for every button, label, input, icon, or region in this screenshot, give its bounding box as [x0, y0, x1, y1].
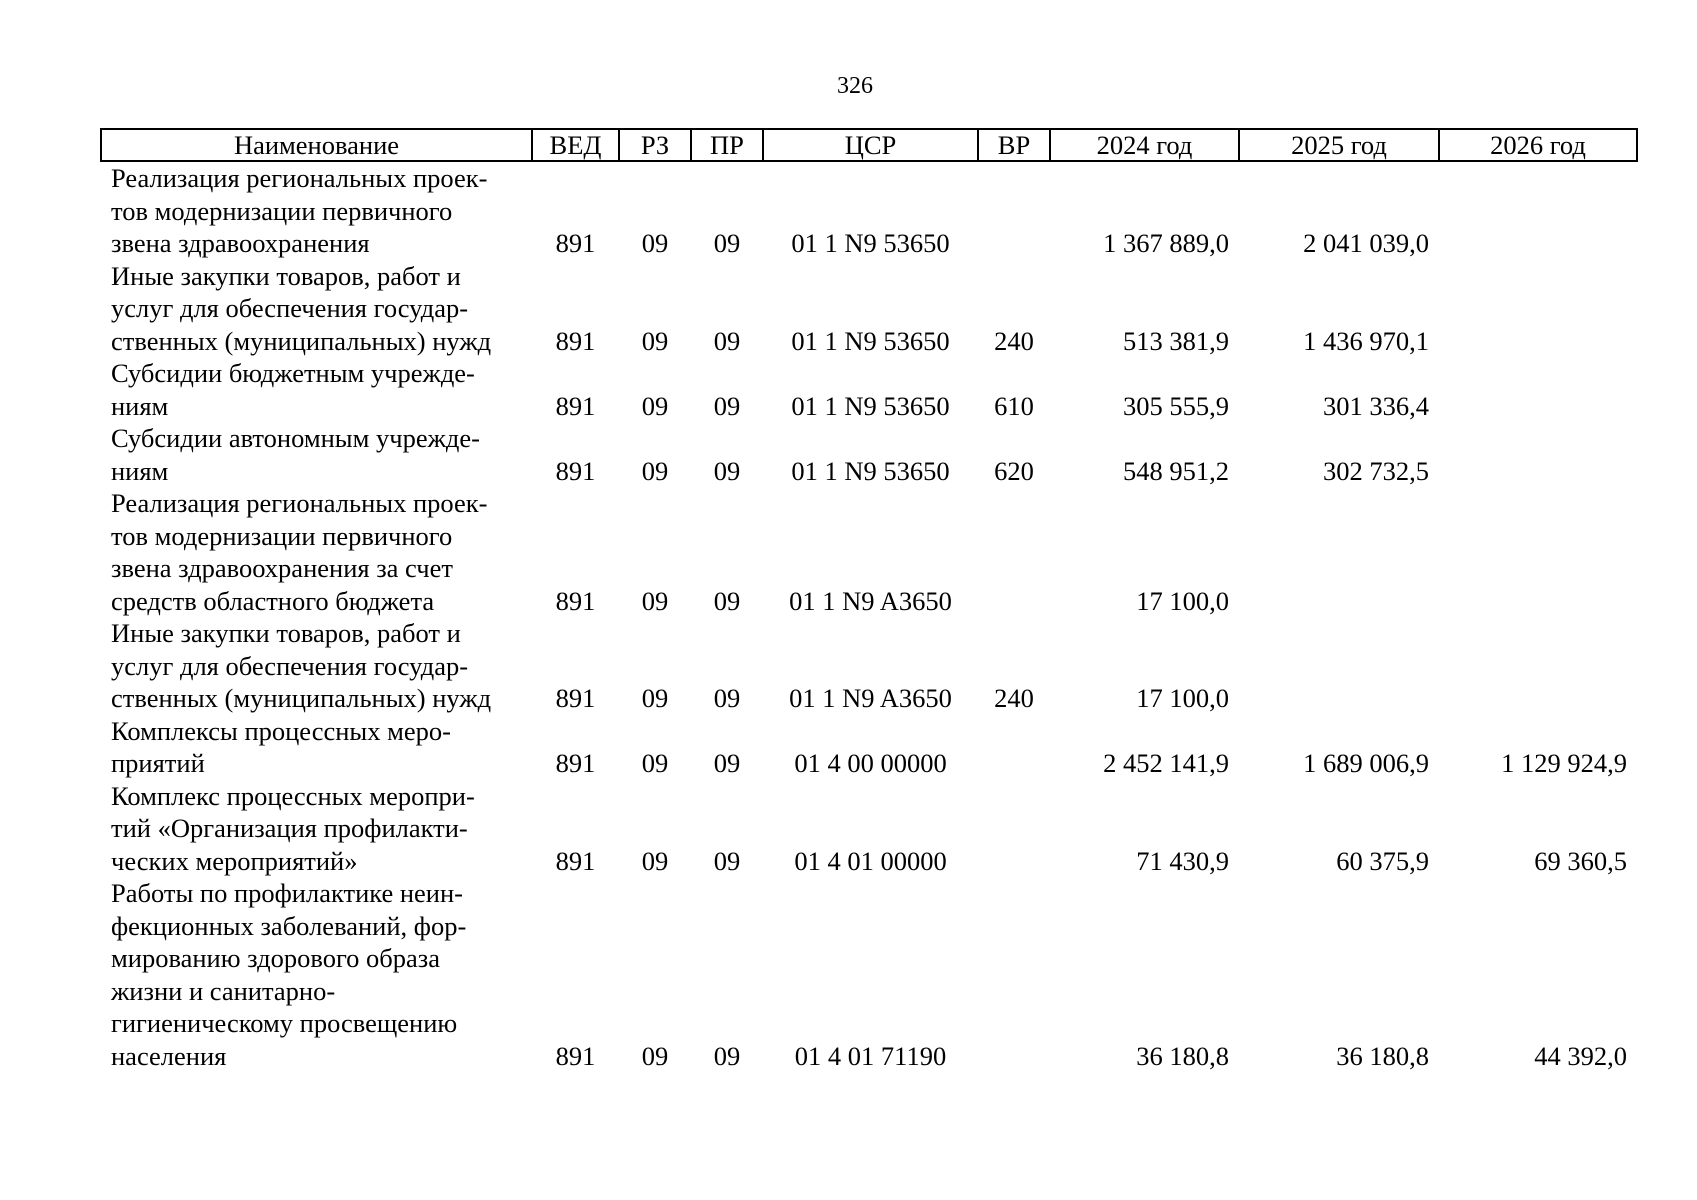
cell-2026 — [1439, 617, 1637, 715]
cell-2026 — [1439, 422, 1637, 487]
cell-rz: 09 — [641, 1040, 669, 1071]
cell-2026 — [1439, 161, 1637, 260]
name-line: тов модернизации первичного — [111, 520, 453, 551]
cell-pr: 09 — [713, 228, 741, 258]
cell-2025: 301 336,4 — [1323, 390, 1429, 421]
cell-vr: 610 — [994, 390, 1034, 421]
table-header-row — [101, 129, 1637, 161]
cell-ved: 891 — [555, 325, 596, 356]
cell-2025: 60 375,9 — [1336, 845, 1429, 876]
cell-pr: 09 — [713, 748, 741, 778]
cell-pr: 09 — [713, 1040, 741, 1071]
cell-name — [101, 877, 532, 1072]
name-line: Работы по профилактике неин- — [111, 878, 463, 908]
table-row — [101, 161, 1637, 260]
cell-pr: 09 — [713, 325, 741, 356]
header-2025: 2025 год — [1239, 129, 1439, 161]
name-line: Субсидии автономным учрежде- — [111, 423, 480, 453]
cell-ved: 891 — [555, 845, 596, 876]
cell-2025 — [1239, 617, 1439, 715]
cell-pr: 09 — [713, 683, 741, 713]
cell-rz: 09 — [641, 585, 669, 616]
name-line: средств областного бюджета — [111, 585, 435, 616]
name-line: ниям — [111, 455, 169, 486]
cell-rz: 09 — [641, 390, 669, 421]
name-line: ственных (муниципальных) нужд — [111, 325, 492, 356]
cell-csr: 01 1 N9 53650 — [791, 390, 950, 421]
cell-2024: 1 367 889,0 — [1103, 228, 1229, 258]
cell-vr — [978, 715, 1050, 780]
budget-table — [100, 128, 1638, 1072]
table-row — [101, 715, 1637, 780]
cell-vr — [978, 161, 1050, 260]
name-line: ниям — [111, 390, 169, 421]
header-pr: ПР — [691, 129, 763, 161]
cell-csr: 01 1 N9 53650 — [791, 228, 950, 258]
cell-name — [101, 617, 532, 715]
cell-name — [101, 422, 532, 487]
cell-vr — [978, 780, 1050, 878]
cell-2024: 36 180,8 — [1136, 1040, 1229, 1071]
cell-pr: 09 — [713, 585, 741, 616]
cell-name — [101, 487, 532, 617]
name-line: жизни и санитарно- — [111, 975, 336, 1006]
cell-pr: 09 — [713, 455, 741, 486]
cell-2026: 1 129 924,9 — [1501, 748, 1627, 778]
name-line: населения — [111, 1040, 227, 1071]
table-row — [101, 617, 1637, 715]
table-body — [101, 161, 1637, 1072]
table-row — [101, 780, 1637, 878]
cell-csr: 01 1 N9 A3650 — [789, 683, 952, 713]
name-line: ственных (муниципальных) нужд — [111, 683, 492, 713]
cell-ved: 891 — [555, 585, 596, 616]
name-line: Комплекс процессных меропри- — [111, 780, 475, 811]
header-csr: ЦСР — [763, 129, 978, 161]
name-line: звена здравоохранения за счет — [111, 553, 453, 583]
header-vr: ВР — [978, 129, 1050, 161]
name-line: Субсидии бюджетным учрежде- — [111, 358, 475, 388]
cell-2026 — [1439, 487, 1637, 617]
cell-2026: 44 392,0 — [1534, 1040, 1627, 1071]
cell-rz: 09 — [641, 683, 669, 713]
header-2026: 2026 год — [1439, 129, 1637, 161]
cell-vr: 240 — [994, 683, 1034, 713]
cell-ved: 891 — [555, 390, 596, 421]
cell-rz: 09 — [641, 325, 669, 356]
name-line: мированию здорового образа — [111, 943, 441, 973]
cell-pr: 09 — [713, 845, 741, 876]
header-name: Наименование — [101, 129, 532, 161]
cell-2024: 17 100,0 — [1136, 683, 1229, 713]
cell-ved: 891 — [555, 228, 596, 258]
cell-vr — [978, 877, 1050, 1072]
cell-name — [101, 161, 532, 260]
name-line: ческих мероприятий» — [111, 845, 358, 876]
cell-csr: 01 4 01 71190 — [794, 1040, 947, 1071]
table-row — [101, 260, 1637, 358]
cell-2024: 71 430,9 — [1136, 845, 1229, 876]
cell-2024: 17 100,0 — [1136, 585, 1229, 616]
cell-name — [101, 357, 532, 422]
cell-ved: 891 — [555, 683, 596, 713]
name-line: услуг для обеспечения государ- — [111, 650, 469, 681]
cell-2024: 2 452 141,9 — [1103, 748, 1229, 778]
cell-2025: 1 436 970,1 — [1303, 325, 1429, 356]
table-row — [101, 422, 1637, 487]
name-line: Комплексы процессных меро- — [111, 715, 451, 746]
table-row — [101, 877, 1637, 1072]
name-line: тов модернизации первичного — [111, 195, 453, 226]
name-line: Реализация региональных проек- — [111, 163, 488, 193]
header-ved: ВЕД — [532, 129, 619, 161]
cell-ved: 891 — [555, 1040, 596, 1071]
cell-2024: 305 555,9 — [1123, 390, 1229, 421]
cell-vr — [978, 487, 1050, 617]
cell-vr: 620 — [994, 455, 1034, 486]
cell-2025: 2 041 039,0 — [1303, 228, 1429, 258]
cell-2026: 69 360,5 — [1534, 845, 1627, 876]
cell-name — [101, 260, 532, 358]
cell-2025 — [1239, 487, 1439, 617]
name-line: гигиеническому просвещению — [111, 1008, 458, 1038]
name-line: Иные закупки товаров, работ и — [111, 618, 461, 648]
cell-ved: 891 — [555, 748, 596, 778]
name-line: тий «Организация профилакти- — [111, 813, 468, 843]
cell-csr: 01 4 01 00000 — [794, 845, 947, 876]
name-line: услуг для обеспечения государ- — [111, 293, 469, 323]
table-row — [101, 487, 1637, 617]
name-line: звена здравоохранения — [111, 228, 370, 258]
cell-csr: 01 4 00 00000 — [794, 748, 947, 778]
cell-2025: 302 732,5 — [1323, 455, 1429, 486]
cell-pr: 09 — [713, 390, 741, 421]
cell-2026 — [1439, 260, 1637, 358]
cell-2025: 36 180,8 — [1336, 1040, 1429, 1071]
cell-rz: 09 — [641, 455, 669, 486]
table-row — [101, 357, 1637, 422]
cell-2024: 548 951,2 — [1123, 455, 1229, 486]
header-2024: 2024 год — [1050, 129, 1239, 161]
cell-csr: 01 1 N9 53650 — [791, 325, 950, 356]
name-line: фекционных заболеваний, фор- — [111, 910, 467, 941]
header-rz: РЗ — [619, 129, 691, 161]
name-line: Иные закупки товаров, работ и — [111, 260, 461, 291]
cell-csr: 01 1 N9 53650 — [791, 455, 950, 486]
cell-ved: 891 — [555, 455, 596, 486]
cell-vr: 240 — [994, 325, 1034, 356]
cell-name — [101, 780, 532, 878]
name-line: Реализация региональных проек- — [111, 488, 488, 518]
name-line: приятий — [111, 748, 205, 778]
cell-2026 — [1439, 357, 1637, 422]
cell-rz: 09 — [641, 228, 669, 258]
cell-rz: 09 — [641, 845, 669, 876]
cell-name — [101, 715, 532, 780]
cell-rz: 09 — [641, 748, 669, 778]
cell-2024: 513 381,9 — [1123, 325, 1229, 356]
cell-csr: 01 1 N9 A3650 — [789, 585, 952, 616]
cell-2025: 1 689 006,9 — [1303, 748, 1429, 778]
page-number: 326 — [837, 73, 873, 99]
